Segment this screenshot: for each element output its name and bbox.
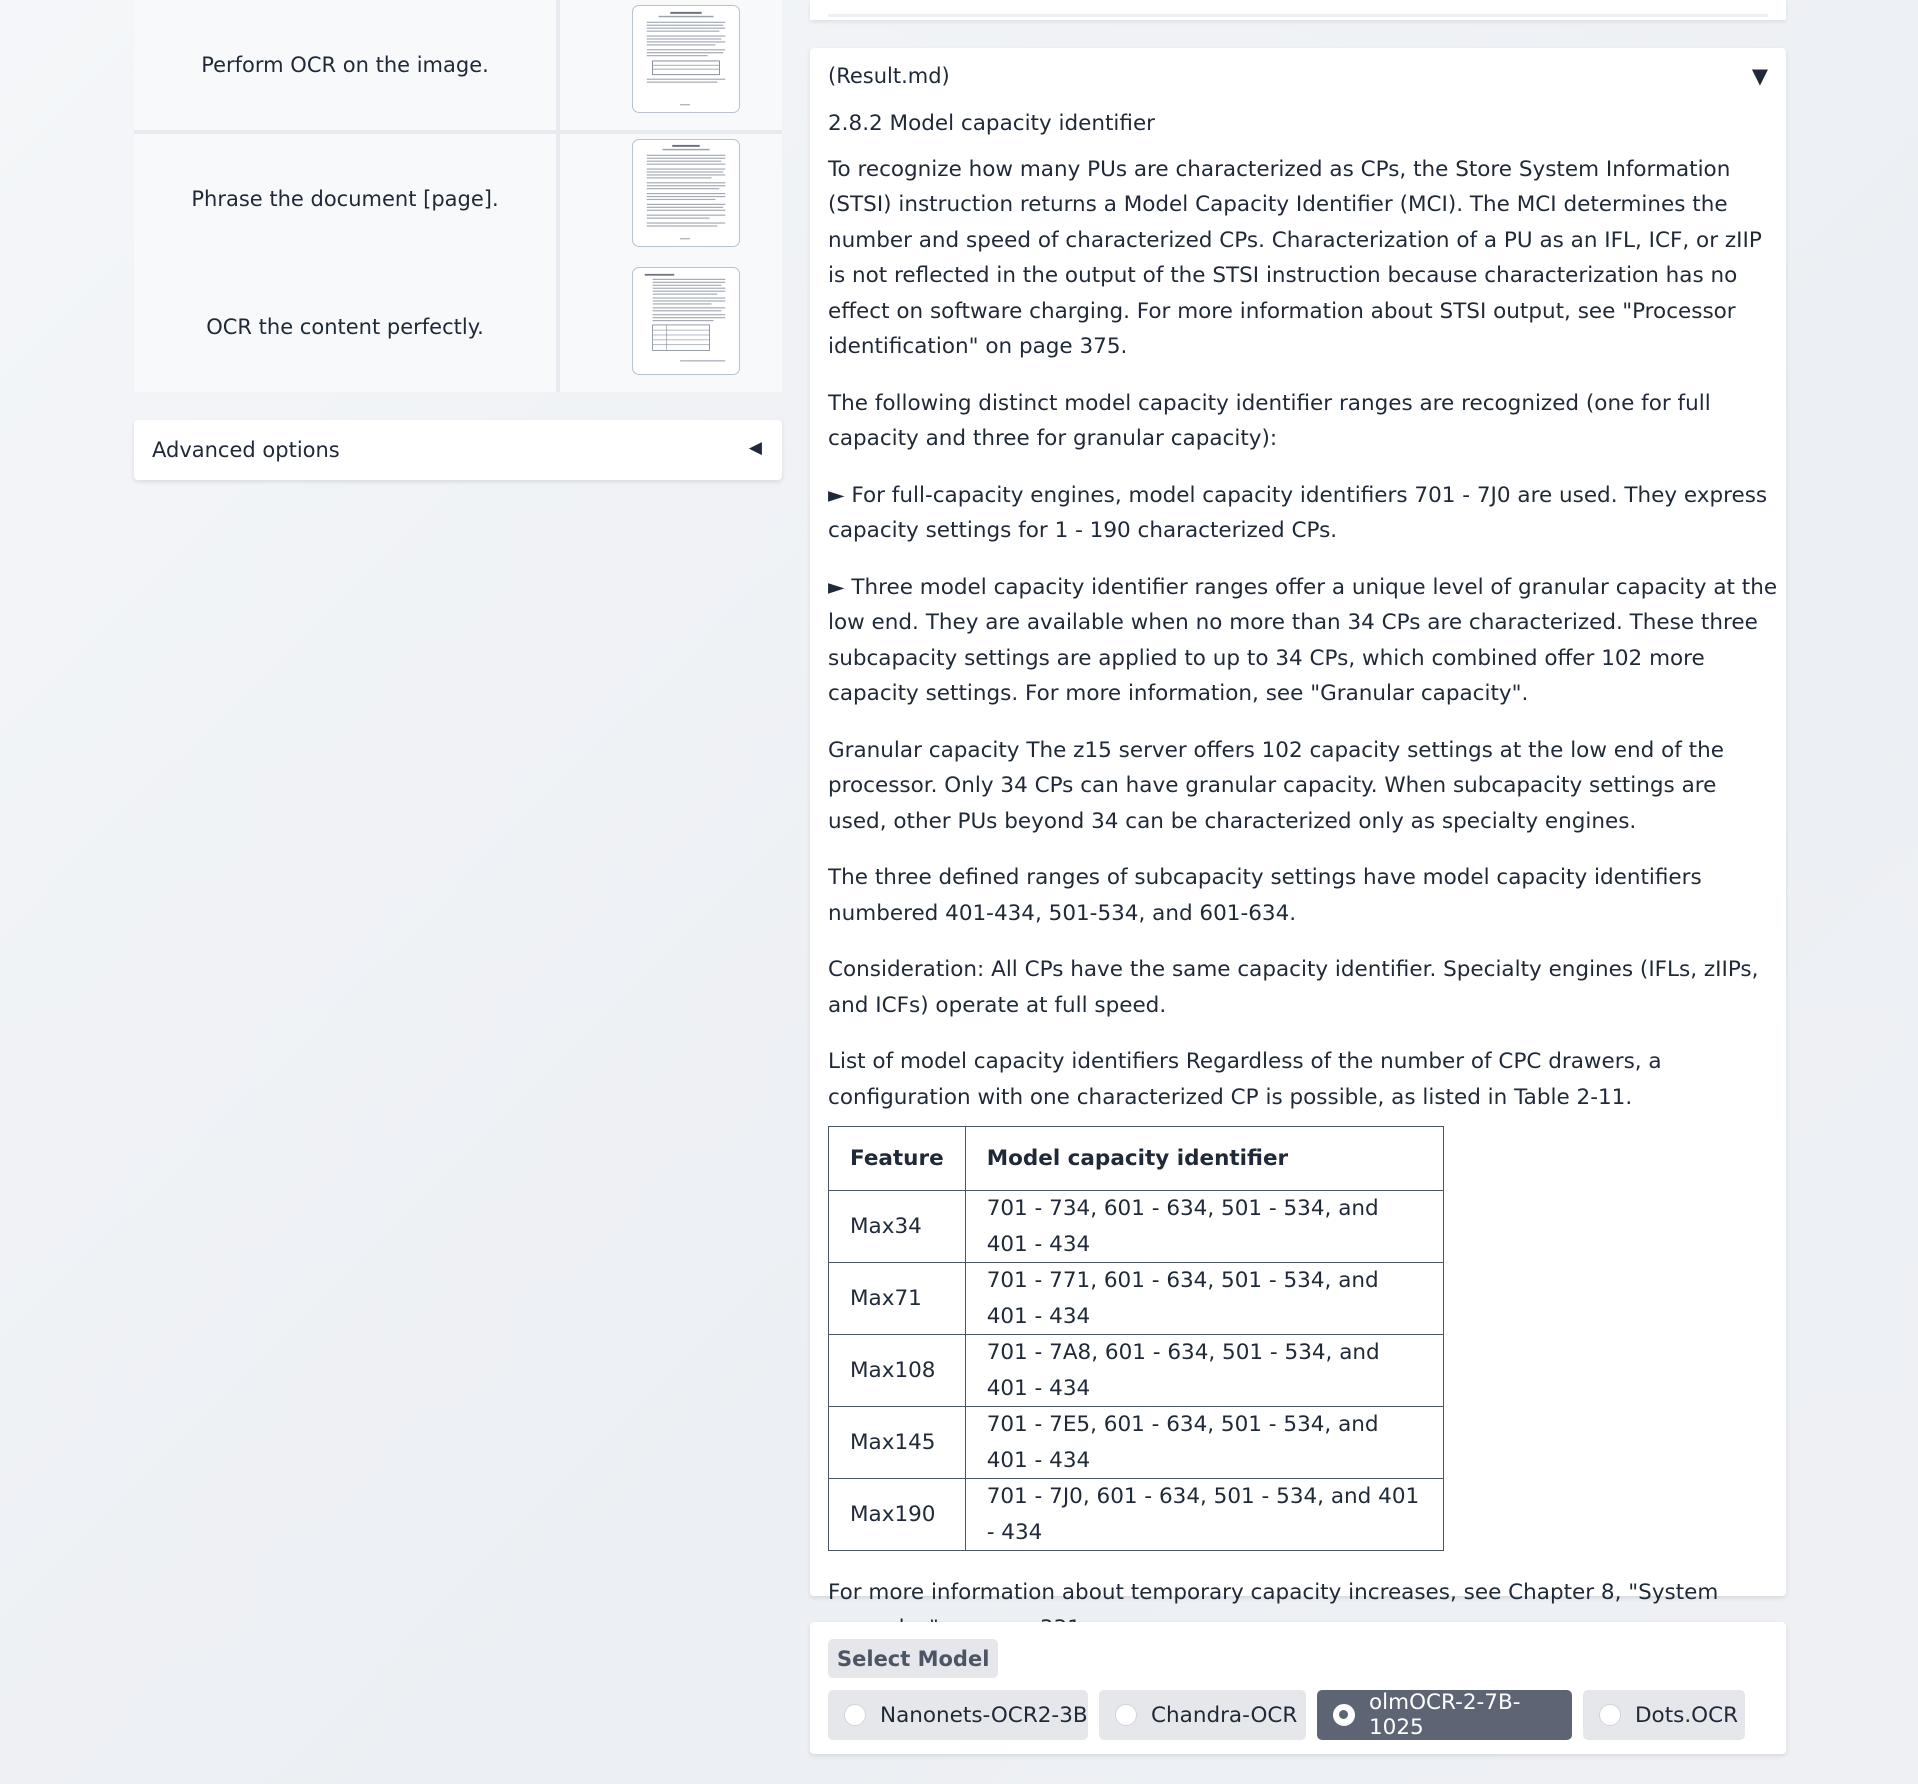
model-option-label: Nanonets-OCR2-3B <box>880 1702 1088 1728</box>
paragraph: Consideration: All CPs have the same capacity identifier. Specialty engines (IFLs, zIIPs, and ICFs) operate at full speed. <box>828 957 1759 1018</box>
scroll-edge <box>828 14 1768 17</box>
table-cell: Max145 <box>829 1407 966 1479</box>
example-prompt[interactable]: OCR the content perfectly. <box>134 262 556 392</box>
model-option-chandra[interactable] <box>1099 1690 1306 1740</box>
model-option-label: Dots.OCR <box>1635 1702 1739 1728</box>
example-thumbnail-cell[interactable] <box>560 134 782 264</box>
paragraph: Granular capacity The z15 server offers 102 capacity settings at the low end of the processor. Only 34 CPs can have granular capacity. When subcapacity settings are used, other PUs beyond 34 can be characterized only as specialty engines. <box>828 737 1724 834</box>
example-thumbnail-cell[interactable] <box>560 262 782 392</box>
caret-left-icon[interactable]: ◀ <box>748 438 762 458</box>
model-option-dots[interactable] <box>1583 1690 1745 1740</box>
result-title: (Result.md) <box>828 64 950 88</box>
capacity-table <box>828 1126 1444 1551</box>
paragraph: The following distinct model capacity identifier ranges are recognized (one for full capacity and three for granular capacity): <box>828 390 1711 451</box>
radio-circle-icon[interactable] <box>1115 1704 1137 1726</box>
table-cell: Max108 <box>829 1335 966 1407</box>
advanced-options-label[interactable]: Advanced options <box>152 438 340 462</box>
document-thumbnail-icon[interactable] <box>632 5 740 113</box>
model-option-label: olmOCR-2-7B-1025 <box>1369 1690 1521 1740</box>
table-row <box>829 1335 1444 1407</box>
table-cell: 701 - 7A8, 601 - 634, 501 - 534, and 401 - 434 <box>965 1335 1443 1407</box>
previous-panel-bottom <box>810 0 1786 20</box>
table-cell: 701 - 7E5, 601 - 634, 501 - 534, and 401 - 434 <box>965 1407 1443 1479</box>
table-row <box>829 1407 1444 1479</box>
document-thumbnail-icon <box>633 6 739 112</box>
model-option-nanonets[interactable] <box>828 1690 1088 1740</box>
paragraph: The three defined ranges of subcapacity settings have model capacity identifiers numbered 401-434, 501-534, and 601-634. <box>828 865 1702 926</box>
example-prompt[interactable]: Phrase the document [page]. <box>134 134 556 264</box>
example-row[interactable] <box>134 134 782 264</box>
example-row[interactable] <box>134 0 782 130</box>
document-thumbnail-icon <box>633 140 739 246</box>
bullet-paragraph: ► Three model capacity identifier ranges offer a unique level of granular capacity at the low end. They are available when no more than 34 CPs are characterized. These three subcapacity settings are applied to up to 34 CPs, which combined offer 102 more capacity settings. For more information, see "Granular capacity". <box>828 574 1778 706</box>
radio-circle-icon[interactable] <box>1599 1704 1621 1726</box>
select-model-label: Select Model <box>828 1639 998 1678</box>
table-cell: Max190 <box>829 1479 966 1551</box>
examples-table <box>134 0 782 392</box>
bullet-paragraph: ► For full-capacity engines, model capacity identifiers 701 - 7J0 are used. They express capacity settings for 1 - 190 characterized CPs. <box>828 482 1768 543</box>
table-cell: Max71 <box>829 1263 966 1335</box>
paragraph: For more information about temporary capacity increases, see Chapter 8, "System <box>828 1580 1719 1605</box>
example-thumbnail-cell[interactable] <box>560 0 782 130</box>
table-header-cell: Model capacity identifier <box>965 1127 1443 1191</box>
table-header-cell: Feature <box>829 1127 966 1191</box>
table-cell: Max34 <box>829 1191 966 1263</box>
radio-circle-icon[interactable] <box>844 1704 866 1726</box>
document-thumbnail-icon[interactable] <box>632 139 740 247</box>
paragraph: List of model capacity identifiers Regardless of the number of CPC drawers, a configuration with one characterized CP is possible, as listed in Table 2-11. <box>828 1049 1662 1110</box>
paragraph: To recognize how many PUs are characterized as CPs, the Store System Information (STSI) instruction returns a Model Capacity Identifier (MCI). The MCI determines the number and speed of characterized CPs. Characterization of a PU as an IFL, ICF, or zIIP is not reflected in the output of the STSI instruction because characterization has no effect on software charging. For more information about STSI output, see "Processor identification" on page 375. <box>828 156 1762 359</box>
document-thumbnail-icon[interactable] <box>632 267 740 375</box>
radio-selected-icon[interactable] <box>1333 1704 1355 1726</box>
table-cell: 701 - 734, 601 - 634, 501 - 534, and 401 - 434 <box>965 1191 1443 1263</box>
table-header-row <box>829 1127 1444 1191</box>
collapse-triangle-icon[interactable]: ▼ <box>1751 64 1768 88</box>
model-option-label: Chandra-OCR <box>1151 1702 1298 1728</box>
document-thumbnail-icon <box>633 268 739 374</box>
section-heading: 2.8.2 Model capacity identifier <box>828 111 1156 136</box>
example-row[interactable] <box>134 262 782 392</box>
advanced-options-accordion[interactable] <box>134 420 782 480</box>
table-cell: 701 - 771, 601 - 634, 501 - 534, and 401 - 434 <box>965 1263 1443 1335</box>
table-row <box>829 1263 1444 1335</box>
markdown-output <box>828 106 1778 1667</box>
model-select-panel <box>810 1622 1786 1754</box>
table-row <box>829 1479 1444 1551</box>
example-prompt[interactable]: Perform OCR on the image. <box>134 0 556 130</box>
result-panel <box>810 48 1786 1605</box>
table-row <box>829 1191 1444 1263</box>
model-option-olmocr[interactable] <box>1317 1690 1572 1740</box>
table-cell: 701 - 7J0, 601 - 634, 501 - 534, and 401 - 434 <box>965 1479 1443 1551</box>
